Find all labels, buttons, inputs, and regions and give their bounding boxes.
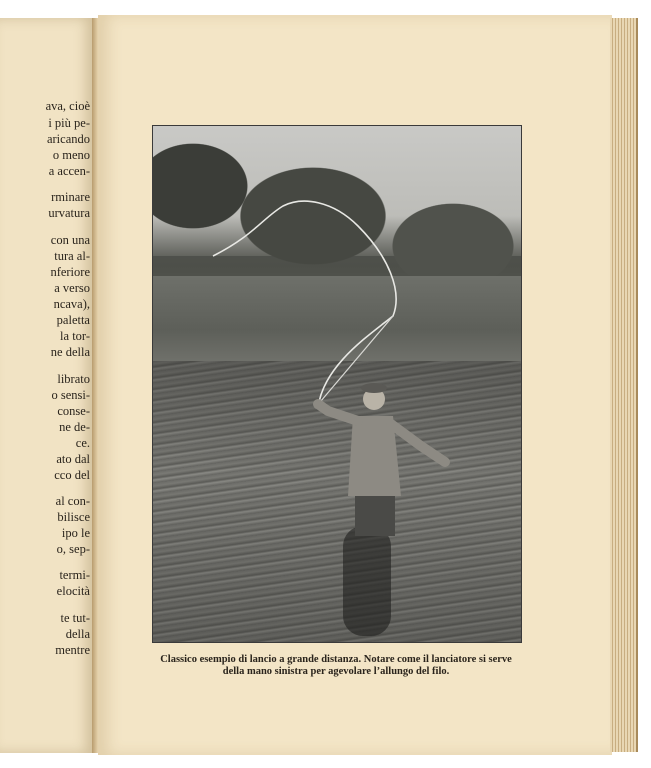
angler-right-arm: [391, 424, 445, 462]
angler-legs: [355, 491, 395, 536]
left-page-line: a accen-: [48, 164, 90, 178]
left-page-line: aricando: [46, 132, 90, 146]
left-page-line: mentre: [55, 643, 90, 657]
left-page-line: paletta: [56, 313, 90, 327]
left-page-line: tura al-: [54, 249, 90, 263]
left-page-line: con una: [50, 233, 90, 247]
fly-line: [213, 201, 396, 408]
left-page-line: conse-: [57, 404, 90, 418]
photo-caption: [152, 654, 520, 678]
left-page-line: al con-: [55, 494, 90, 508]
left-page-line: la tor-: [60, 329, 90, 343]
left-page-line: nferiore: [50, 265, 90, 279]
fishing-photograph: [152, 125, 522, 643]
angler-figure: [153, 126, 521, 642]
left-page-line: della: [65, 627, 90, 641]
left-page-line: ncava),: [53, 297, 90, 311]
angler-left-arm: [318, 404, 358, 421]
left-page-line: rminare: [51, 190, 90, 204]
left-page-line: a verso: [54, 281, 90, 295]
left-page-line: o sensi-: [51, 388, 90, 402]
left-page-line: elocità: [56, 584, 90, 598]
left-page-line: librato: [57, 372, 90, 386]
left-page-line: o, sep-: [56, 542, 90, 556]
left-page-line: urvatura: [48, 206, 90, 220]
left-page-text: [0, 0, 94, 735]
left-page-line: ipo le: [61, 526, 90, 540]
angler-cap: [361, 383, 387, 393]
caption-line-2: della mano sinistra per agevolare l’allungo del filo.: [222, 666, 450, 677]
left-page-line: te tut-: [60, 611, 90, 625]
left-page-line: ato dal: [56, 452, 90, 466]
left-page-line: ava, cioè: [45, 99, 90, 113]
left-page-line: o meno: [52, 148, 90, 162]
left-page-line: termi-: [59, 568, 90, 582]
caption-line-1: Classico esempio di lancio a grande distanza. Notare come il lanciatore si serve: [160, 654, 512, 665]
left-page-line: i più pe-: [48, 116, 90, 130]
left-page-line: ne della: [50, 345, 90, 359]
left-page-line: ne de-: [59, 420, 90, 434]
left-page-line: cco del: [54, 468, 90, 482]
page-edges: [610, 18, 638, 752]
left-page-line: ce.: [75, 436, 90, 450]
left-page-line: bilisce: [57, 510, 90, 524]
